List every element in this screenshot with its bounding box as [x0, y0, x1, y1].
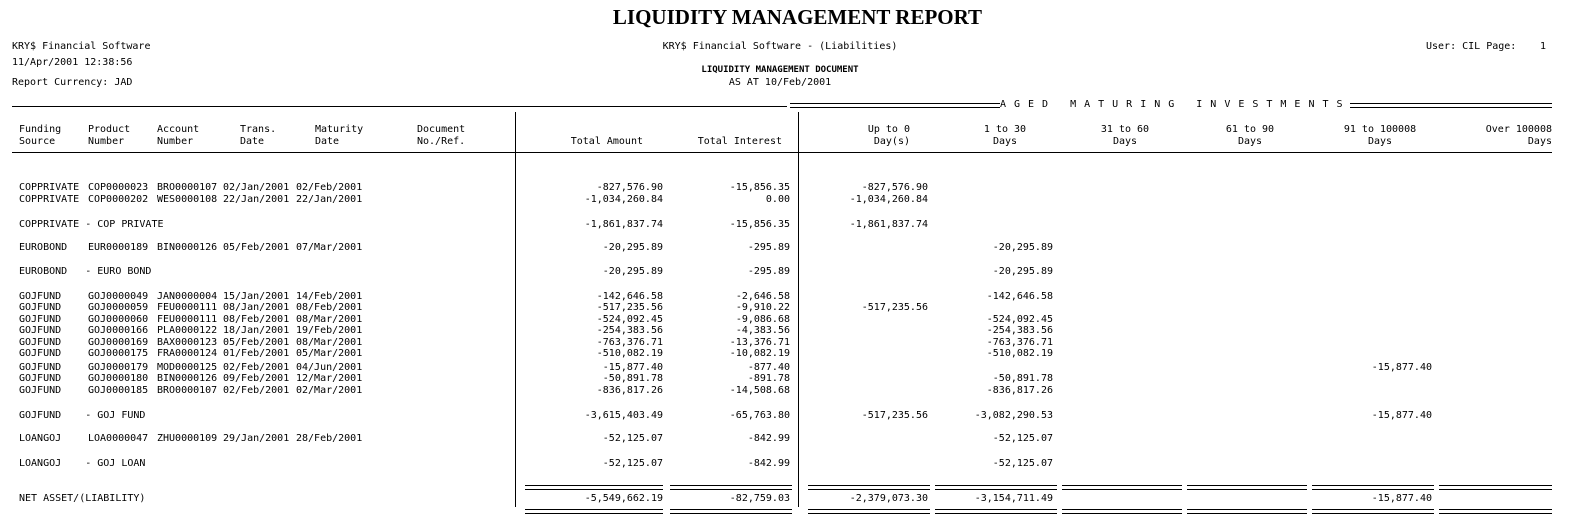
row-b1: -142,646.58 [986, 291, 1053, 302]
row-b4: -15,877.40 [1371, 362, 1432, 373]
col-trans-date: Trans. Date [240, 124, 277, 147]
row-trans: 09/Feb/2001 [223, 373, 290, 384]
net-rule-bottom [525, 509, 663, 514]
page-number: 1 [1539, 41, 1546, 52]
row-product: COP0000202 [88, 194, 149, 205]
row-amount: -763,376.71 [596, 337, 663, 348]
row-amount: -524,092.45 [596, 314, 663, 325]
net-rule-top [670, 485, 792, 490]
row-product: GOJ0000059 [88, 302, 149, 313]
row-amount: -510,082.19 [596, 348, 663, 359]
row-maturity: 02/Mar/2001 [296, 385, 363, 396]
subtotal-label: COPPRIVATE - COP PRIVATE [19, 219, 164, 230]
row-account: BIN0000126 [157, 373, 218, 384]
row-b0: -517,235.56 [861, 302, 928, 313]
row-source: COPPRIVATE [19, 194, 80, 205]
row-amount: -254,383.56 [596, 325, 663, 336]
row-trans: 18/Jan/2001 [223, 325, 290, 336]
col-total-amount: Total Amount [570, 136, 643, 147]
col-total-interest: Total Interest [697, 136, 782, 147]
net-rule-top [808, 485, 930, 490]
col-bucket-1-30: 1 to 30 Days [983, 124, 1027, 147]
col-funding-source: Funding Source [19, 124, 62, 147]
row-product: GOJ0000169 [88, 337, 149, 348]
row-b1: -836,817.26 [986, 385, 1053, 396]
as-at-date: AS AT 10/Feb/2001 [728, 77, 832, 88]
net-rule-top [525, 485, 663, 490]
row-account: PLA0000122 [157, 325, 218, 336]
document-title: LIQUIDITY MANAGEMENT DOCUMENT [701, 65, 859, 75]
row-source: GOJFUND [19, 373, 62, 384]
row-maturity: 07/Mar/2001 [296, 242, 363, 253]
subtotal-label: GOJFUND - GOJ FUND [19, 410, 146, 421]
row-trans: 29/Jan/2001 [223, 433, 290, 444]
subtotal-label: LOANGOJ - GOJ LOAN [19, 458, 146, 469]
row-product: GOJ0000179 [88, 362, 149, 373]
row-b1: -524,092.45 [986, 314, 1053, 325]
row-interest: -295.89 [747, 242, 790, 253]
row-product: EUR0000189 [88, 242, 149, 253]
row-interest: -2,646.58 [735, 291, 790, 302]
net-rule-top [1439, 485, 1552, 490]
row-source: GOJFUND [19, 362, 62, 373]
row-b1: -510,082.19 [986, 348, 1053, 359]
row-product: GOJ0000166 [88, 325, 149, 336]
subtotal-interest: -15,856.35 [729, 219, 790, 230]
row-b1: -763,376.71 [986, 337, 1053, 348]
row-maturity: 22/Jan/2001 [296, 194, 363, 205]
col-bucket-over-100008: Over 100008 Days [1485, 124, 1552, 147]
row-source: GOJFUND [19, 302, 62, 313]
row-trans: 05/Feb/2001 [223, 242, 290, 253]
col-maturity-date: Maturity Date [315, 124, 364, 147]
row-product: LOA0000047 [88, 433, 149, 444]
row-maturity: 08/Feb/2001 [296, 302, 363, 313]
row-b0: -1,034,260.84 [849, 194, 928, 205]
row-amount: -50,891.78 [602, 373, 663, 384]
report-currency: Report Currency: JAD [12, 77, 133, 88]
col-document-ref: Document No./Ref. [417, 124, 466, 147]
row-amount: -1,034,260.84 [584, 194, 663, 205]
subtotal-amount: -52,125.07 [602, 458, 663, 469]
header-rule [12, 106, 787, 107]
row-trans: 22/Jan/2001 [223, 194, 290, 205]
row-amount: -517,235.56 [596, 302, 663, 313]
net-total-amount: -5,549,662.19 [584, 493, 663, 504]
row-maturity: 05/Mar/2001 [296, 348, 363, 359]
row-product: GOJ0000175 [88, 348, 149, 359]
aged-maturing-label: AGED MATURING INVESTMENTS [1000, 99, 1351, 110]
row-interest: -15,856.35 [729, 182, 790, 193]
row-account: ZHU0000109 [157, 433, 218, 444]
row-maturity: 14/Feb/2001 [296, 291, 363, 302]
company-name: KRY$ Financial Software [12, 41, 151, 52]
col-bucket-up-to-0: Up to 0 Day(s) [867, 124, 910, 147]
net-rule-top [1062, 485, 1182, 490]
row-source: COPPRIVATE [19, 182, 80, 193]
net-rule-bottom [808, 509, 930, 514]
row-source: GOJFUND [19, 337, 62, 348]
subtotal-amount: -1,861,837.74 [584, 219, 663, 230]
row-source: GOJFUND [19, 348, 62, 359]
row-interest: -891.78 [747, 373, 790, 384]
row-account: BRO0000107 [157, 385, 218, 396]
subtotal-b1: -20,295.89 [992, 266, 1053, 277]
net-bucket-91-100008: -15,877.40 [1371, 493, 1432, 504]
row-trans: 02/Feb/2001 [223, 362, 290, 373]
net-rule-top [1187, 485, 1307, 490]
row-interest: -9,086.68 [735, 314, 790, 325]
row-product: GOJ0000049 [88, 291, 149, 302]
row-account: MOD0000125 [157, 362, 218, 373]
subtotal-amount: -3,615,403.49 [584, 410, 663, 421]
net-bucket-1-30: -3,154,711.49 [974, 493, 1053, 504]
row-maturity: 19/Feb/2001 [296, 325, 363, 336]
subtotal-amount: -20,295.89 [602, 266, 663, 277]
subtotal-b4: -15,877.40 [1371, 410, 1432, 421]
col-bucket-61-90: 61 to 90 Days [1225, 124, 1275, 147]
row-maturity: 08/Mar/2001 [296, 337, 363, 348]
row-account: BIN0000126 [157, 242, 218, 253]
user-page-label: User: CIL Page: [1426, 41, 1517, 52]
row-source: GOJFUND [19, 314, 62, 325]
column-header-rule [12, 152, 1552, 153]
row-product: COP0000023 [88, 182, 149, 193]
row-maturity: 08/Mar/2001 [296, 314, 363, 325]
row-trans: 02/Jan/2001 [223, 182, 290, 193]
row-b1: -254,383.56 [986, 325, 1053, 336]
col-account-number: Account Number [157, 124, 200, 147]
net-rule-bottom [1439, 509, 1552, 514]
separator-right [798, 112, 799, 507]
net-rule-bottom [1062, 509, 1182, 514]
net-rule-bottom [1187, 509, 1307, 514]
subtotal-label: EUROBOND - EURO BOND [19, 266, 152, 277]
row-maturity: 28/Feb/2001 [296, 433, 363, 444]
row-account: FEU0000111 [157, 314, 218, 325]
row-interest: -877.40 [747, 362, 790, 373]
row-trans: 02/Feb/2001 [223, 385, 290, 396]
row-account: BRO0000107 [157, 182, 218, 193]
col-product-number: Product Number [88, 124, 131, 147]
row-product: GOJ0000180 [88, 373, 149, 384]
separator-left [515, 112, 516, 507]
row-account: WES0000108 [157, 194, 218, 205]
row-trans: 01/Feb/2001 [223, 348, 290, 359]
row-trans: 05/Feb/2001 [223, 337, 290, 348]
row-interest: 0.00 [765, 194, 790, 205]
subtotal-interest: -295.89 [747, 266, 790, 277]
row-b1: -52,125.07 [992, 433, 1053, 444]
row-trans: 15/Jan/2001 [223, 291, 290, 302]
subtotal-b0: -1,861,837.74 [849, 219, 928, 230]
row-source: EUROBOND [19, 242, 68, 253]
row-b1: -20,295.89 [992, 242, 1053, 253]
report-datetime: 11/Apr/2001 12:38:56 [12, 57, 133, 68]
subtotal-interest: -65,763.80 [729, 410, 790, 421]
row-b1: -50,891.78 [992, 373, 1053, 384]
report-subtitle: KRY$ Financial Software - (Liabilities) [662, 41, 898, 52]
row-amount: -827,576.90 [596, 182, 663, 193]
subtotal-b0: -517,235.56 [861, 410, 928, 421]
net-rule-top [1312, 485, 1434, 490]
row-trans: 08/Feb/2001 [223, 314, 290, 325]
row-amount: -142,646.58 [596, 291, 663, 302]
row-source: GOJFUND [19, 291, 62, 302]
row-interest: -9,910.22 [735, 302, 790, 313]
row-interest: -842.99 [747, 433, 790, 444]
col-bucket-91-100008: 91 to 100008 Days [1343, 124, 1417, 147]
row-account: FRA0000124 [157, 348, 218, 359]
net-rule-top [935, 485, 1057, 490]
net-total-interest: -82,759.03 [729, 493, 790, 504]
row-amount: -52,125.07 [602, 433, 663, 444]
report-title: LIQUIDITY MANAGEMENT REPORT [612, 5, 983, 29]
subtotal-b1: -52,125.07 [992, 458, 1053, 469]
row-product: GOJ0000185 [88, 385, 149, 396]
net-bucket-up-to-0: -2,379,073.30 [849, 493, 928, 504]
subtotal-interest: -842.99 [747, 458, 790, 469]
row-interest: -13,376.71 [729, 337, 790, 348]
row-source: LOANGOJ [19, 433, 62, 444]
row-account: JAN0000004 [157, 291, 218, 302]
row-maturity: 04/Jun/2001 [296, 362, 363, 373]
row-trans: 08/Jan/2001 [223, 302, 290, 313]
row-interest: -4,383.56 [735, 325, 790, 336]
row-source: GOJFUND [19, 325, 62, 336]
row-account: FEU0000111 [157, 302, 218, 313]
net-rule-bottom [1312, 509, 1434, 514]
row-source: GOJFUND [19, 385, 62, 396]
row-account: BAX0000123 [157, 337, 218, 348]
row-b0: -827,576.90 [861, 182, 928, 193]
subtotal-b1: -3,082,290.53 [974, 410, 1053, 421]
net-rule-bottom [935, 509, 1057, 514]
row-interest: -14,508.68 [729, 385, 790, 396]
row-amount: -836,817.26 [596, 385, 663, 396]
row-product: GOJ0000060 [88, 314, 149, 325]
col-bucket-31-60: 31 to 60 Days [1100, 124, 1150, 147]
net-label: NET ASSET/(LIABILITY) [19, 493, 146, 504]
row-interest: -10,082.19 [729, 348, 790, 359]
row-amount: -20,295.89 [602, 242, 663, 253]
row-amount: -15,877.40 [602, 362, 663, 373]
row-maturity: 02/Feb/2001 [296, 182, 363, 193]
row-maturity: 12/Mar/2001 [296, 373, 363, 384]
net-rule-bottom [670, 509, 792, 514]
